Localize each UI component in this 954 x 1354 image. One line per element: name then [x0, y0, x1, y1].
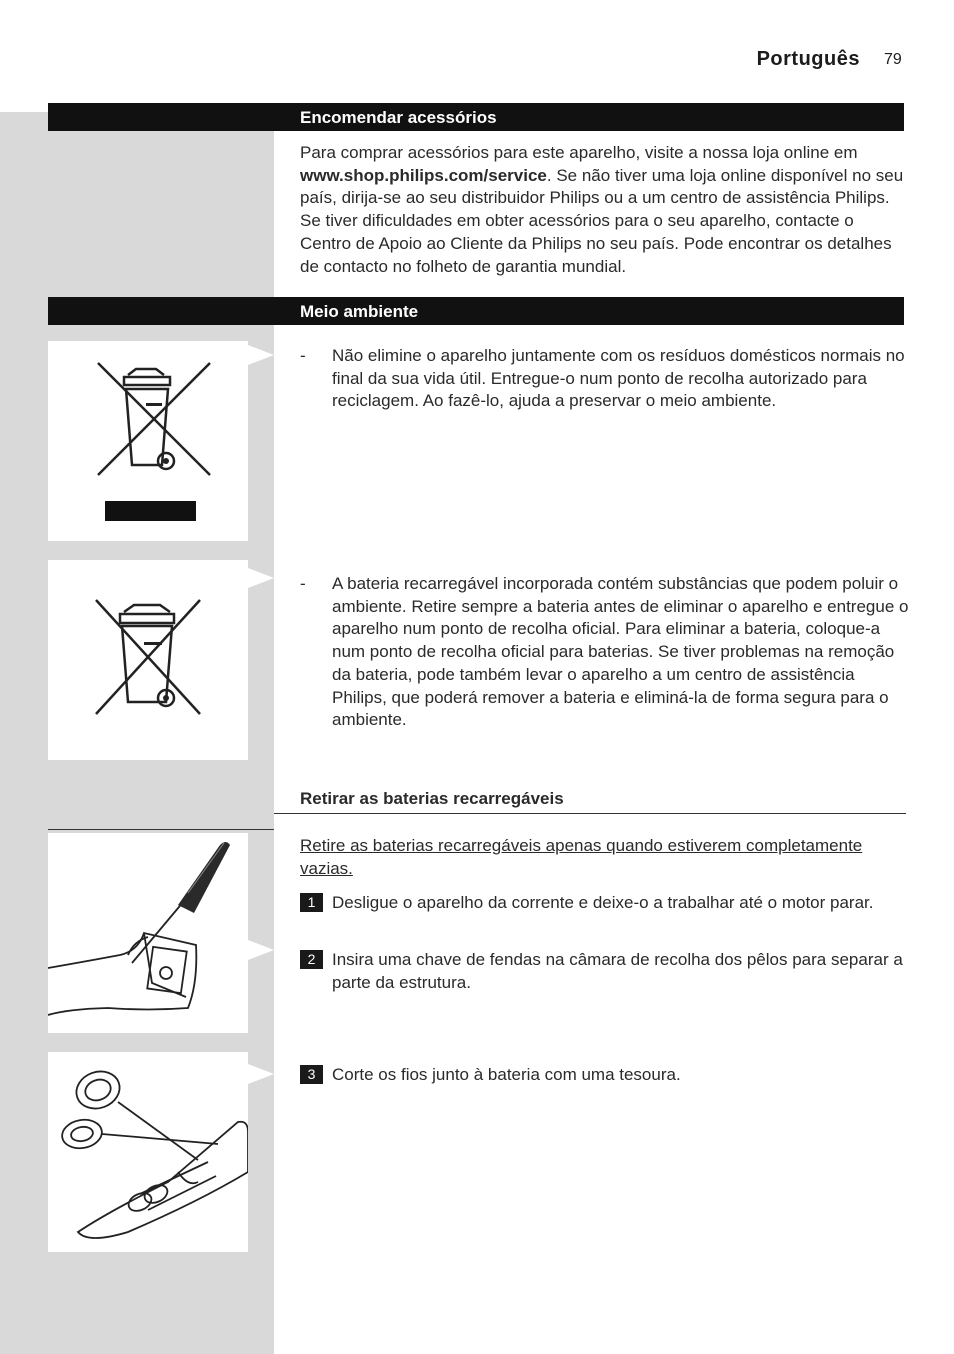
divider: [48, 829, 274, 830]
figure-box-bin-2: [48, 560, 248, 760]
shop-link[interactable]: www.shop.philips.com/service: [300, 165, 547, 185]
section-title: Encomendar acessórios: [300, 108, 497, 127]
section-bar-environment: [48, 297, 904, 325]
divider: [274, 813, 906, 814]
figure-pointer: [248, 940, 274, 960]
battery-warning: Retire as baterias recarregáveis apenas quando estiverem completamente vazias.: [300, 836, 863, 878]
figure-pointer: [248, 568, 274, 588]
crossed-bin-icon: [48, 560, 248, 760]
figure-box-screwdriver: [48, 833, 248, 1033]
section-bar-accessories: [48, 103, 904, 131]
list-item: - A bateria recarregável incorporada contém substâncias que podem poluir o ambiente. Retire sempre a bateria antes de eliminar o aparelho e entregue o aparelho num ponto de recolha oficial. Para eliminar a bateria, coloque-a num ponto de recolha oficial para baterias. Se tiver problemas na remoção da bateria, pode também levar o aparelho a um centro de assistência Philips, que poderá remover a bateria e eliminá-la de forma segura para o ambiente.: [300, 574, 909, 730]
crossed-bin-icon: [48, 341, 248, 541]
step-item: 2 Insira uma chave de fendas na câmara de recolha dos pêlos para separar a parte da estrutura.: [300, 948, 906, 994]
figure-box-bin-1: [48, 341, 248, 541]
section-title: Meio ambiente: [300, 302, 419, 321]
scissors-illustration: [48, 1052, 248, 1252]
screwdriver-illustration: [48, 833, 248, 1033]
step-item: 1 Desligue o aparelho da corrente e deixe-o a trabalhar até o motor parar.: [300, 891, 906, 914]
section-title-batteries: Retirar as baterias recarregáveis: [300, 789, 564, 808]
figure-pointer: [248, 1064, 274, 1084]
figure-pointer: [248, 345, 274, 365]
page-number: 79: [884, 51, 902, 68]
list-item: - Não elimine o aparelho juntamente com os resíduos domésticos normais no final da sua vida útil. Entregue-o num ponto de recolha autorizado para reciclagem. Ao fazê-lo, ajuda a preservar o meio ambiente.: [300, 346, 905, 411]
step-item: 3 Corte os fios junto à bateria com uma tesoura.: [300, 1063, 906, 1086]
accessories-paragraph: Para comprar acessórios para este aparelho, visite a nossa loja online em www.shop.philips.com/service. Se não tiver uma loja online disponível no seu país, dirija-se ao seu distribuidor Philips ou a um centro de assistência Philips. Se tiver dificuldades em obter acessórios para o seu aparelho, contacte o Centro de Apoio ao Cliente da Philips no seu país. Pode encontrar os detalhes de contacto no folheto de garantia mundial.: [300, 143, 904, 276]
figure-box-scissors: [48, 1052, 248, 1252]
language-header: Português: [756, 48, 860, 70]
